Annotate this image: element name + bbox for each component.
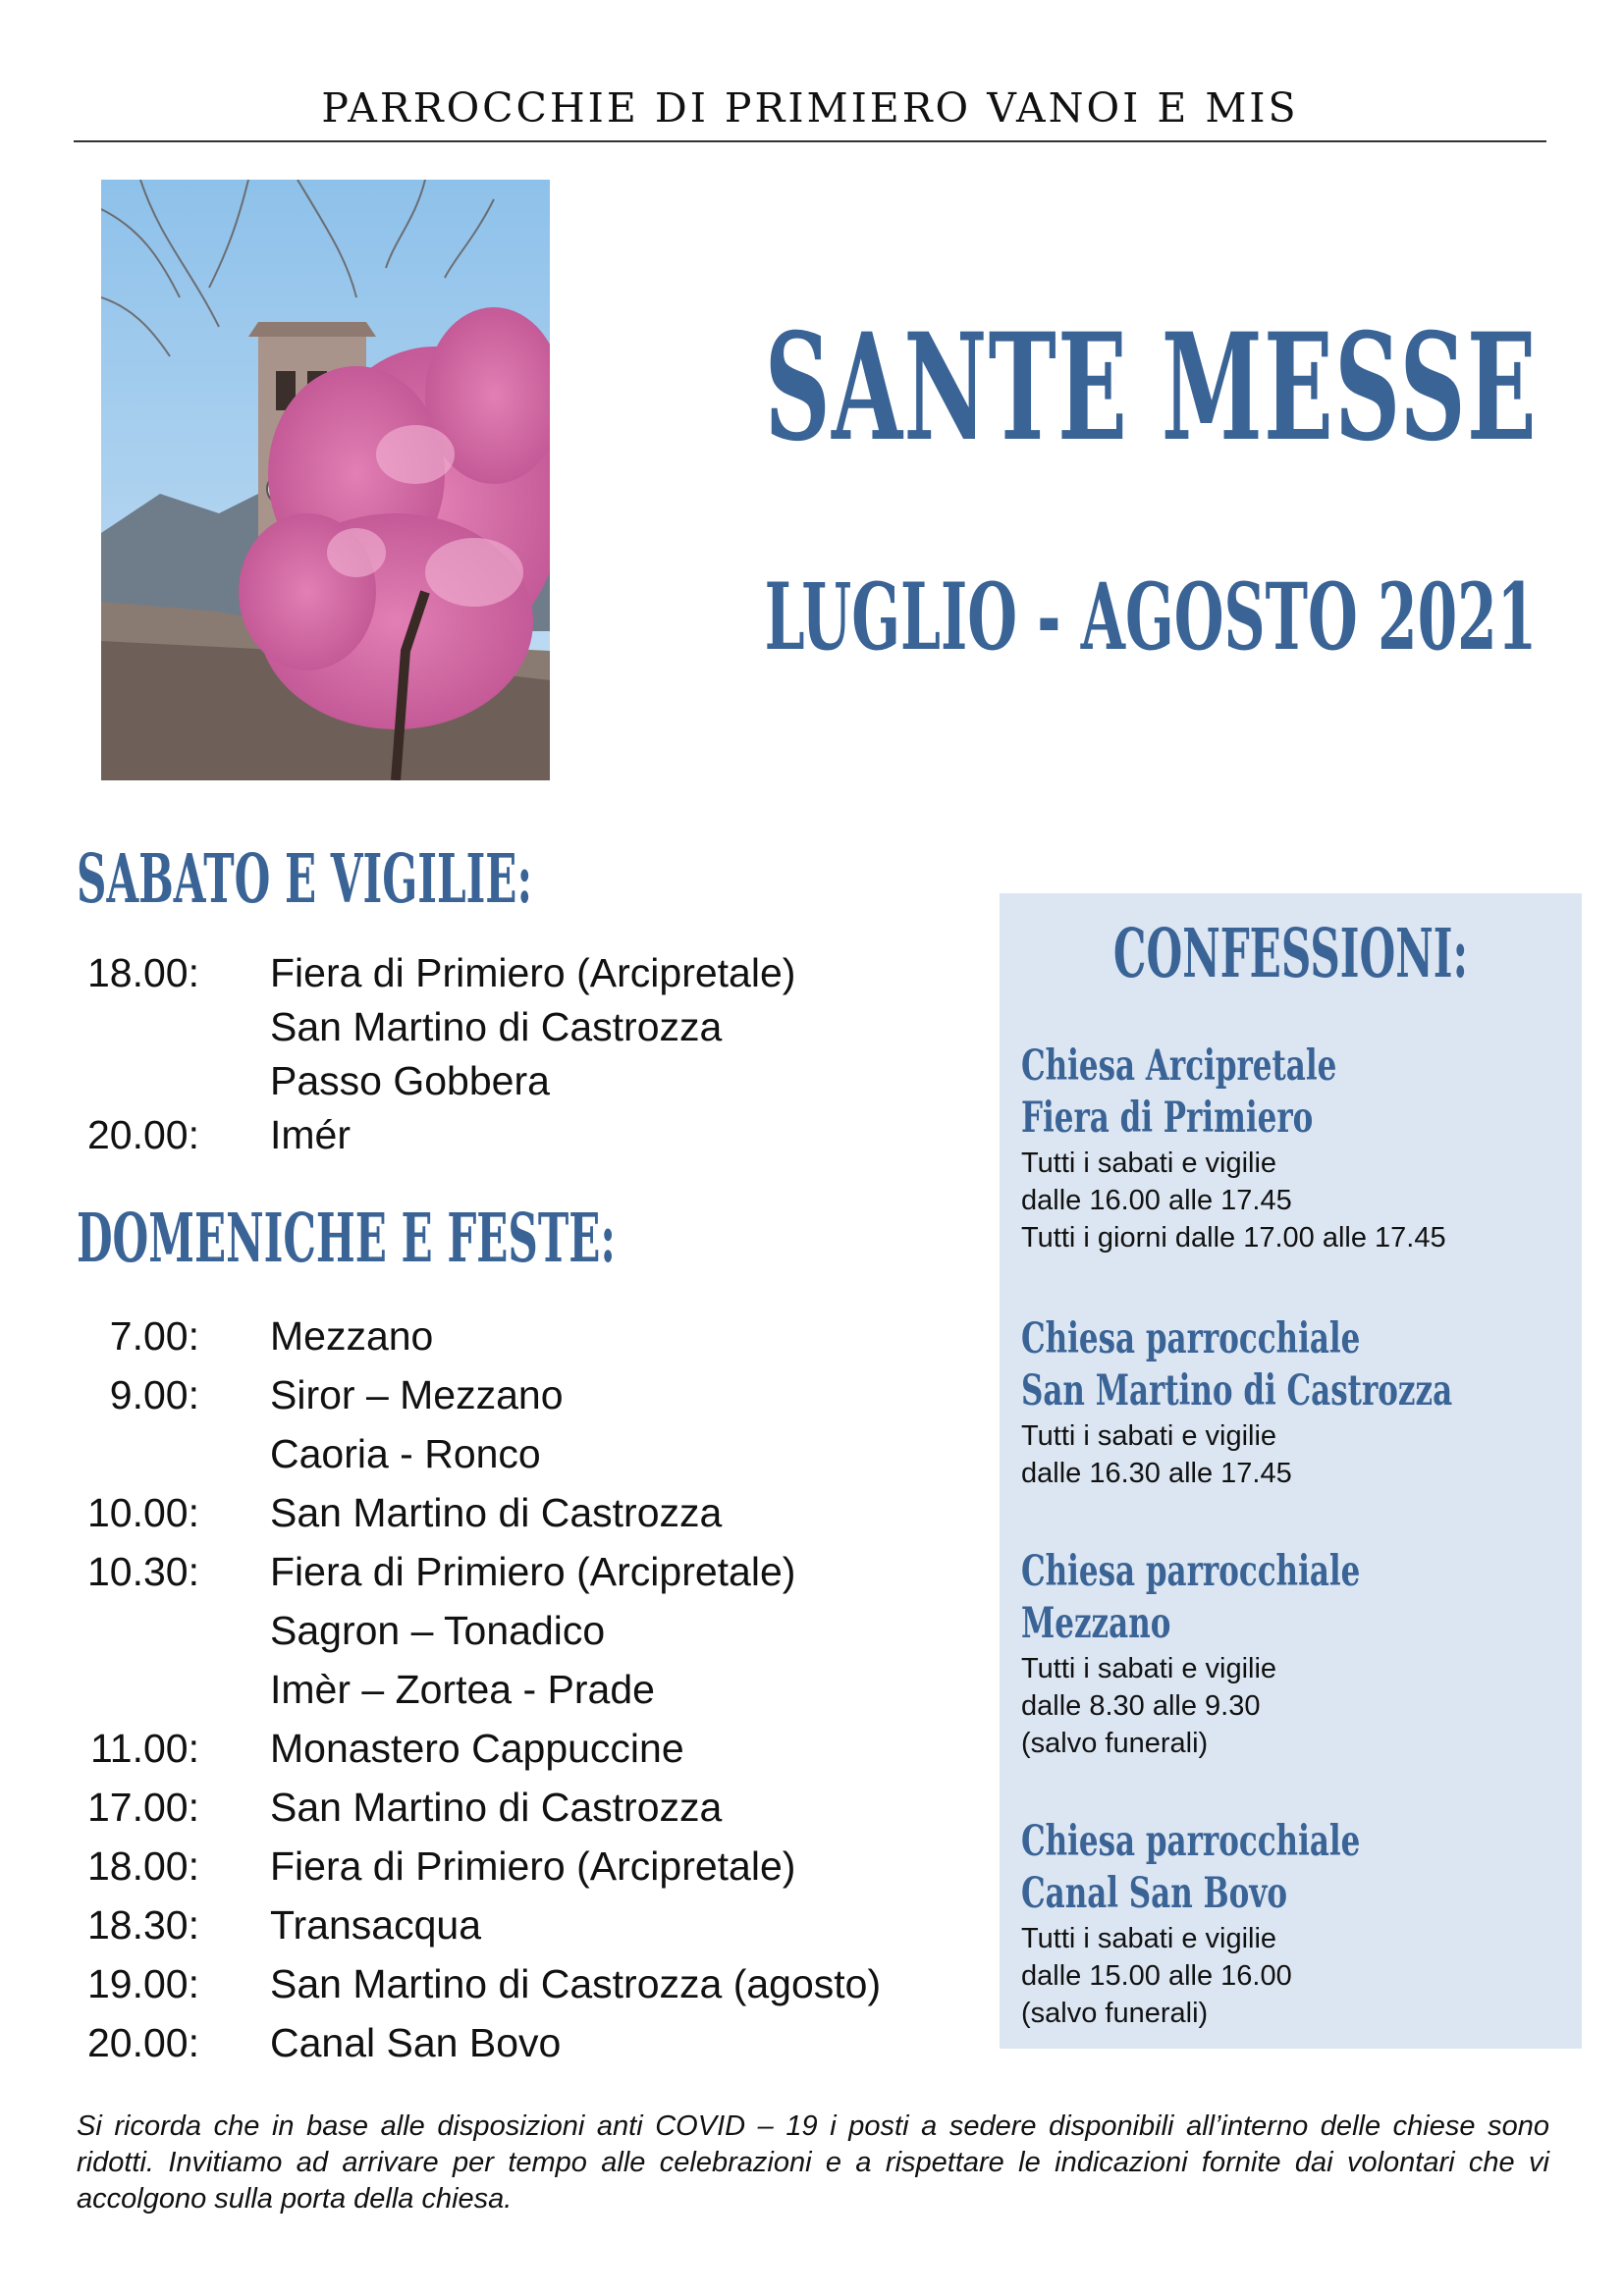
mass-location: Canal San Bovo	[270, 2020, 562, 2065]
church-name: Canal San Bovo	[1021, 1869, 1287, 1918]
schedule-row	[77, 1778, 1019, 1837]
mass-location: Fiera di Primiero (Arcipretale)	[270, 1549, 796, 1594]
mass-time: 17.00:	[87, 1785, 199, 1830]
schedule-row	[77, 1365, 1019, 1424]
page-subtitle: LUGLIO - AGOSTO 2021	[764, 563, 1538, 671]
schedule-row	[77, 1542, 1019, 1601]
mass-time: 9.00:	[109, 1372, 199, 1417]
mass-location: Fiera di Primiero (Arcipretale)	[270, 950, 796, 995]
confession-hours: dalle 8.30 alle 9.30	[1021, 1690, 1261, 1722]
mass-time: 7.00:	[109, 1313, 199, 1359]
confession-hours: Tutti i sabati e vigilie	[1021, 1148, 1277, 1179]
mass-time: 10.00:	[87, 1490, 199, 1535]
header-divider	[74, 140, 1546, 142]
saturday-heading: SABATO E VIGILIE:	[77, 840, 533, 919]
confession-hours: Tutti i sabati e vigilie	[1021, 1653, 1277, 1684]
mass-time: 20.00:	[87, 1112, 199, 1157]
schedule-row	[77, 1307, 1019, 1365]
mass-time: 18.00:	[87, 1843, 199, 1889]
confession-hours: Tutti i giorni dalle 17.00 alle 17.45	[1021, 1222, 1446, 1254]
confessions-heading: CONFESSIONI:	[1112, 915, 1469, 993]
confession-group	[1021, 1816, 1571, 2032]
covid-notice: Si ricorda che in base alle disposizioni anti COVID – 19 i posti a sedere disponibili all’interno delle chiese sono ridotti. Invitiamo ad arrivare per tempo alle celebrazioni e a rispettare le indicazioni fornite dai volontari che vi accolgono sulla porta della chiesa.	[77, 2110, 1549, 2215]
confession-group	[1021, 1313, 1571, 1492]
schedule-row	[77, 1954, 1019, 2013]
confession-hours: Tutti i sabati e vigilie	[1021, 1420, 1277, 1452]
confession-hours: Tutti i sabati e vigilie	[1021, 1923, 1277, 1954]
mass-location: San Martino di Castrozza (agosto)	[270, 1961, 882, 2006]
schedule-row	[77, 1054, 1019, 1108]
mass-location: Caoria - Ronco	[270, 1431, 541, 1476]
schedule-row	[77, 1108, 1019, 1162]
sunday-heading: DOMENICHE E FESTE:	[77, 1200, 616, 1278]
church-name: Chiesa parrocchiale	[1021, 1314, 1361, 1363]
sunday-schedule	[77, 1307, 1019, 2072]
mass-location: Mezzano	[270, 1313, 434, 1359]
mass-location: Sagron – Tonadico	[270, 1608, 606, 1653]
schedule-row	[77, 946, 1019, 1000]
confession-hours: (salvo funerali)	[1021, 1728, 1209, 1759]
schedule-row	[77, 2013, 1019, 2072]
church-name: Chiesa Arcipretale	[1021, 1041, 1337, 1091]
schedule-row	[77, 1424, 1019, 1483]
parish-header: PARROCCHIE DI PRIMIERO VANOI E MIS	[321, 84, 1299, 132]
church-name: Mezzano	[1021, 1599, 1171, 1648]
church-name: Chiesa parrocchiale	[1021, 1817, 1361, 1866]
confession-hours: dalle 16.30 alle 17.45	[1021, 1458, 1292, 1489]
confession-hours: dalle 16.00 alle 17.45	[1021, 1185, 1292, 1216]
schedule-row	[77, 1483, 1019, 1542]
mass-location: San Martino di Castrozza	[270, 1785, 723, 1830]
confession-hours: dalle 15.00 alle 16.00	[1021, 1960, 1292, 1992]
mass-time: 18.00:	[87, 950, 199, 995]
confession-group	[1021, 1546, 1571, 1762]
church-name: Fiera di Primiero	[1021, 1094, 1314, 1143]
church-name: Chiesa parrocchiale	[1021, 1547, 1361, 1596]
schedule-row	[77, 1837, 1019, 1896]
church-name: San Martino di Castrozza	[1021, 1366, 1453, 1415]
mass-time: 20.00:	[87, 2020, 199, 2065]
mass-location: Imér	[270, 1112, 351, 1157]
confession-hours: (salvo funerali)	[1021, 1998, 1209, 2029]
mass-location: Fiera di Primiero (Arcipretale)	[270, 1843, 796, 1889]
mass-location: Imèr – Zortea - Prade	[270, 1667, 655, 1712]
church-bell-tower-photo	[101, 180, 550, 780]
mass-location: San Martino di Castrozza	[270, 1490, 723, 1535]
mass-time: 11.00:	[90, 1726, 199, 1771]
saturday-schedule	[77, 946, 1019, 1162]
schedule-row	[77, 1601, 1019, 1660]
mass-time: 10.30:	[87, 1549, 199, 1594]
confession-group	[1021, 1041, 1571, 1256]
mass-location: Passo Gobbera	[270, 1058, 550, 1103]
page-title: SANTE MESSE	[764, 301, 1539, 474]
mass-time: 19.00:	[87, 1961, 199, 2006]
confessions-panel	[1000, 893, 1582, 2049]
mass-location: Transacqua	[270, 1902, 481, 1948]
mass-time: 18.30:	[87, 1902, 199, 1948]
schedule-row	[77, 1896, 1019, 1954]
mass-location: Monastero Cappuccine	[270, 1726, 684, 1771]
mass-location: Siror – Mezzano	[270, 1372, 564, 1417]
schedule-row	[77, 1660, 1019, 1719]
schedule-row	[77, 1000, 1019, 1054]
schedule-row	[77, 1719, 1019, 1778]
mass-location: San Martino di Castrozza	[270, 1004, 723, 1049]
